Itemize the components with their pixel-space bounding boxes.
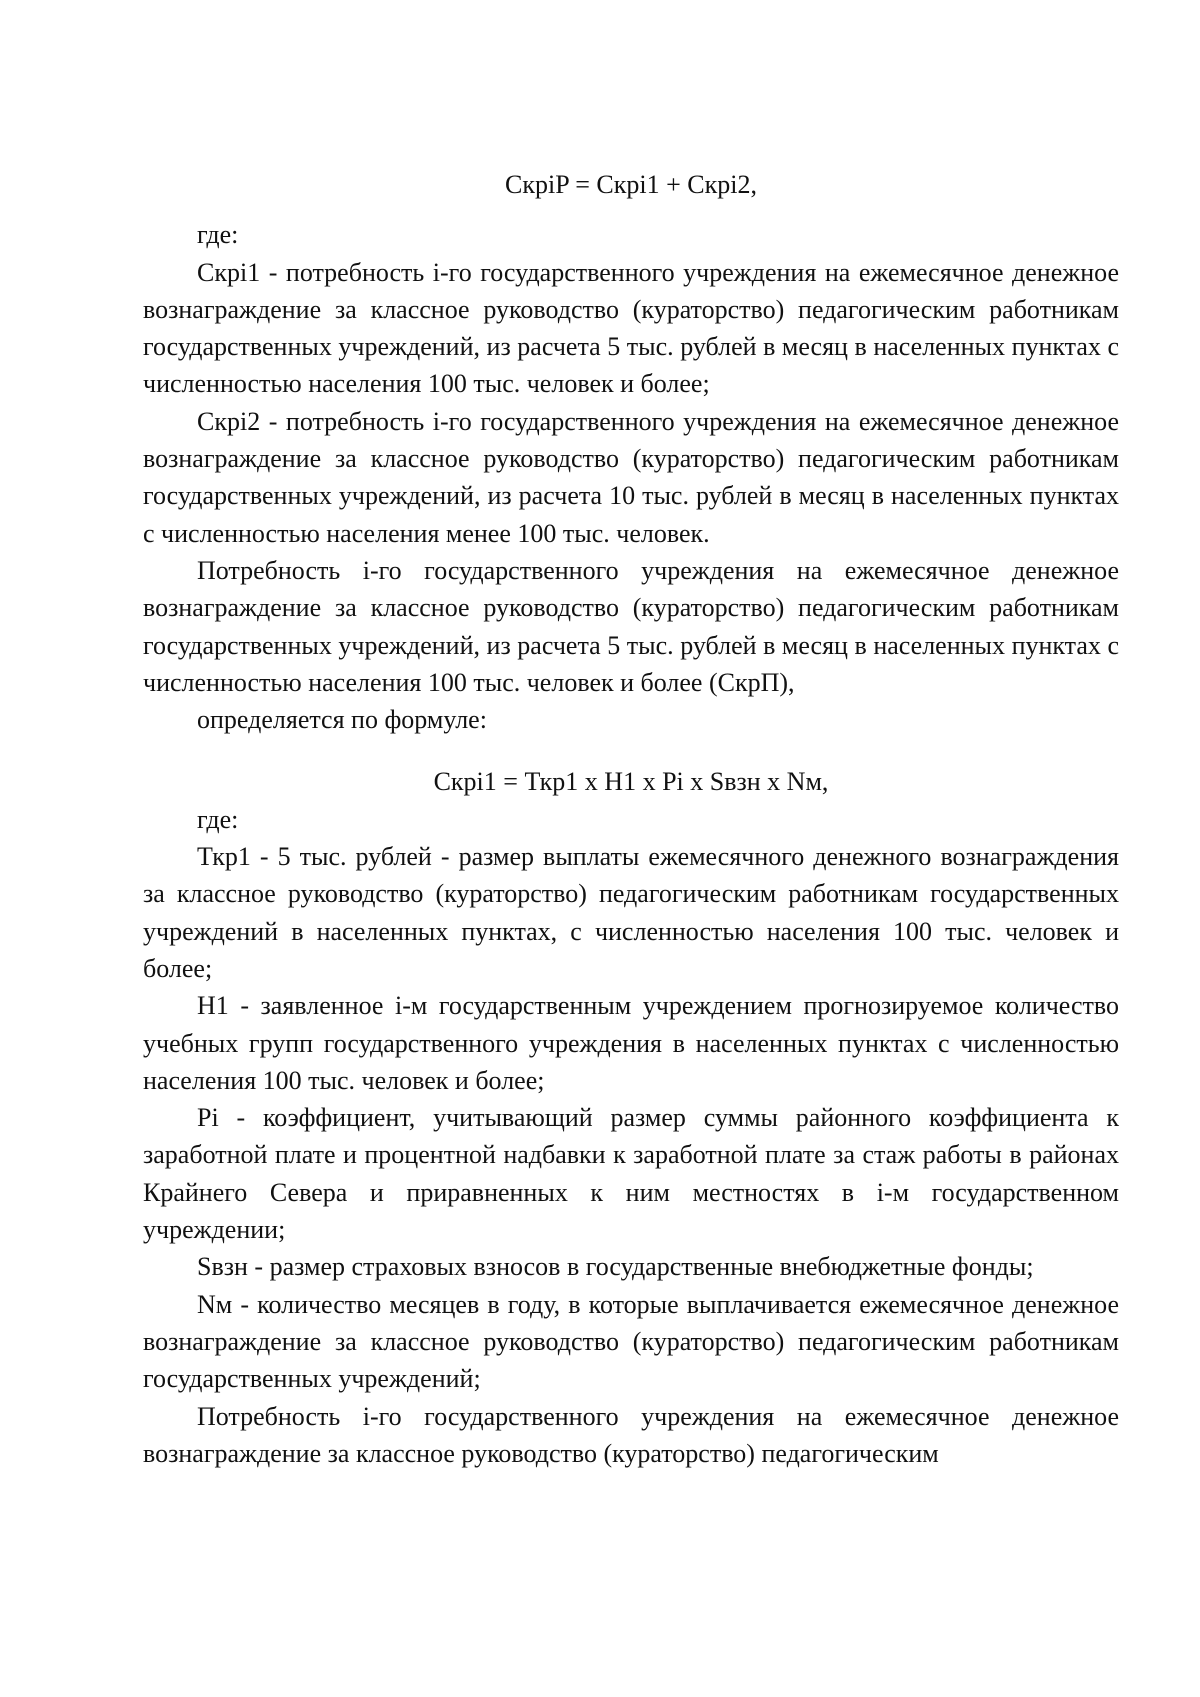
definition-skri2: Скрi2 - потребность i-го государственного учреждения на ежемесячное денежное вознаграждение за классное руководство (кураторство) педагогическим работникам государственных учреждений, из расчета 10 тыс. рублей в месяц в населенных пунктах с численностью населения менее 100 тыс. человек. [143, 406, 1119, 548]
paragraph-need-continued: Потребность i-го государственного учреждения на ежемесячное денежное вознаграждение за классное руководство (кураторство) педагогическим [143, 1401, 1119, 1468]
definition-tkr1: Ткр1 - 5 тыс. рублей - размер выплаты ежемесячного денежного вознаграждения за классное руководство (кураторство) педагогическим работникам государственных учреждений в населенных пунктах, с численностью населения 100 тыс. человек и более; [143, 842, 1119, 983]
paragraph-need-skrp: Потребность i-го государственного учреждения на ежемесячное денежное вознаграждение за классное руководство (кураторство) педагогическим работникам государственных учреждений, из расчета 5 тыс. рублей в месяц в населенных пунктах с численностью населения 100 тыс. человек и более (СкрП), [143, 555, 1119, 697]
definition-svzn: Sвзн - размер страховых взносов в государственные внебюджетные фонды; [197, 1252, 1034, 1282]
definition-nm: Nм - количество месяцев в году, в которые выплачивается ежемесячное денежное вознаграждение за классное руководство (кураторство) педагогическим работникам государственных учреждений; [143, 1289, 1119, 1394]
formula-skri1: Скрi1 = Ткр1 x H1 x Pi x Sвзн x Nм, [433, 767, 829, 797]
definition-h1: H1 - заявленное i-м государственным учреждением прогнозируемое количество учебных групп государственного учреждения в населенных пунктах с численностью населения 100 тыс. человек и более; [143, 991, 1119, 1095]
definition-pi: Pi - коэффициент, учитывающий размер суммы районного коэффициента к заработной плате и процентной надбавки к заработной плате за стаж работы в районах Крайнего Севера и приравненных к ним местностях в i-м государственном учреждении; [143, 1103, 1119, 1245]
document-page [143, 166, 1119, 1472]
definition-skri1: Скрi1 - потребность i-го государственного учреждения на ежемесячное денежное вознаграждение за классное руководство (кураторство) педагогическим работникам государственных учреждений, из расчета 5 тыс. рублей в месяц в населенных пунктах с численностью населения 100 тыс. человек и более; [143, 257, 1119, 399]
paragraph-defined-by-formula: определяется по формуле: [197, 705, 487, 735]
where-label-2: где: [197, 804, 239, 834]
where-label-1: где: [197, 220, 239, 250]
formula-skrip: СкрiP = Скрi1 + Скрi2, [505, 170, 757, 199]
